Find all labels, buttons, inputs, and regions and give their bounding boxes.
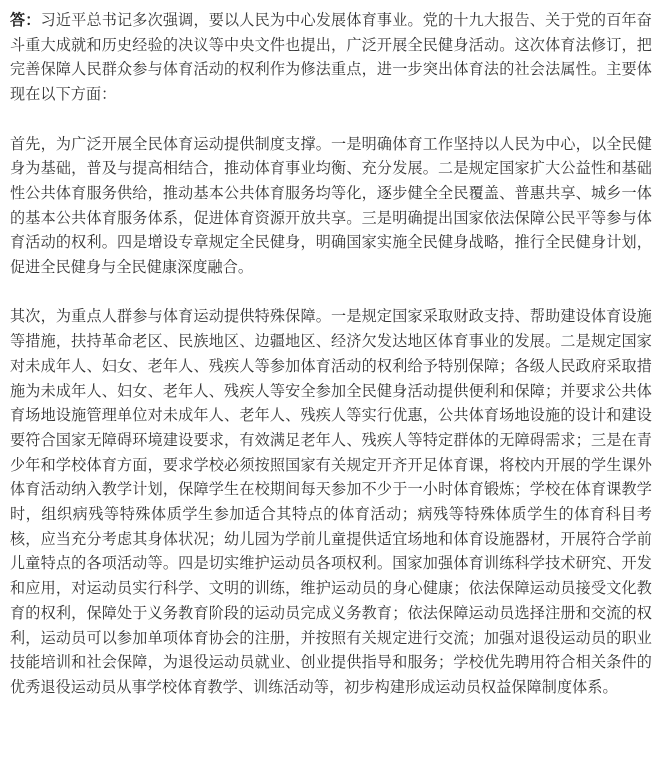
paragraph-text: 习近平总书记多次强调，要以人民为中心发展体育事业。党的十九大报告、关于党的百年奋斗重大成就和历史经验的决议等中央文件也提出，广泛开展全民健身活动。这次体育法修订，把完善保障人民群众参与体育活动的权利作为修法重点，进一步突出体育法的社会法属性。主要体现在以下方面： bbox=[10, 11, 652, 104]
second-point-paragraph: 其次，为重点人群参与体育运动提供特殊保障。一是规定国家采取财政支持、帮助建设体育设施等措施，扶持革命老区、民族地区、边疆地区、经济欠发达地区体育事业的发展。二是规定国家对未成年人、妇女、老年人、残疾人等参加体育活动的权利给予特别保障；各级人民政府采取措施为未成年人、妇女、老年人、残疾人等安全参加全民健身活动提供便利和保障；并要求公共体育场地设施管理单位对未成年人、老年人、残疾人等实行优惠，公共体育场地设施的设计和建设要符合国家无障碍环境建设要求，有效满足老年人、残疾人等特定群体的无障碍需求；三是在青少年和学校体育方面，要求学校必须按照国家有关规定开齐开足体育课，将校内开展的学生课外体育活动纳入教学计划，保障学生在校期间每天参加不少于一小时体育锻炼；学校在体育课教学时，组织病残等特殊体质学生参加适合其特点的体育活动；病残等特殊体质学生的体育科目考核，应当充分考虑其身体状况；幼儿园为学前儿童提供适宜场地和体育设施器材，开展符合学前儿童特点的各项活动等。四是切实维护运动员各项权利。国家加强体育训练科学技术研究、开发和应用，对运动员实行科学、文明的训练，维护运动员的身心健康；依法保障运动员接受文化教育的权利，保障处于义务教育阶段的运动员完成义务教育；依法保障运动员选择注册和交流的权利，运动员可以参加单项体育协会的注册，并按照有关规定进行交流；加强对退役运动员的职业技能培训和社会保障，为退役运动员就业、创业提供指导和服务；学校优先聘用符合相关条件的优秀退役运动员从事学校体育教学、训练活动等，初步构建形成运动员权益保障制度体系。 bbox=[10, 307, 652, 696]
first-point-paragraph: 首先，为广泛开展全民体育运动提供制度支撑。一是明确体育工作坚持以人民为中心，以全民健身为基础，普及与提高相结合，推动体育事业均衡、充分发展。二是规定国家扩大公益性和基础性公共体育服务供给，推动基本公共体育服务均等化，逐步健全全民覆盖、普惠共享、城乡一体的基本公共体育服务体系，促进体育资源开放共享。三是明确提出国家依法保障公民平等参与体育活动的权利。四是增设专章规定全民健身，明确国家实施全民健身战略，推行全民健身计划，促进全民健身与全民健康深度融合。 bbox=[10, 134, 652, 277]
answer-label: 答： bbox=[10, 11, 41, 29]
answer-paragraph bbox=[10, 8, 652, 107]
